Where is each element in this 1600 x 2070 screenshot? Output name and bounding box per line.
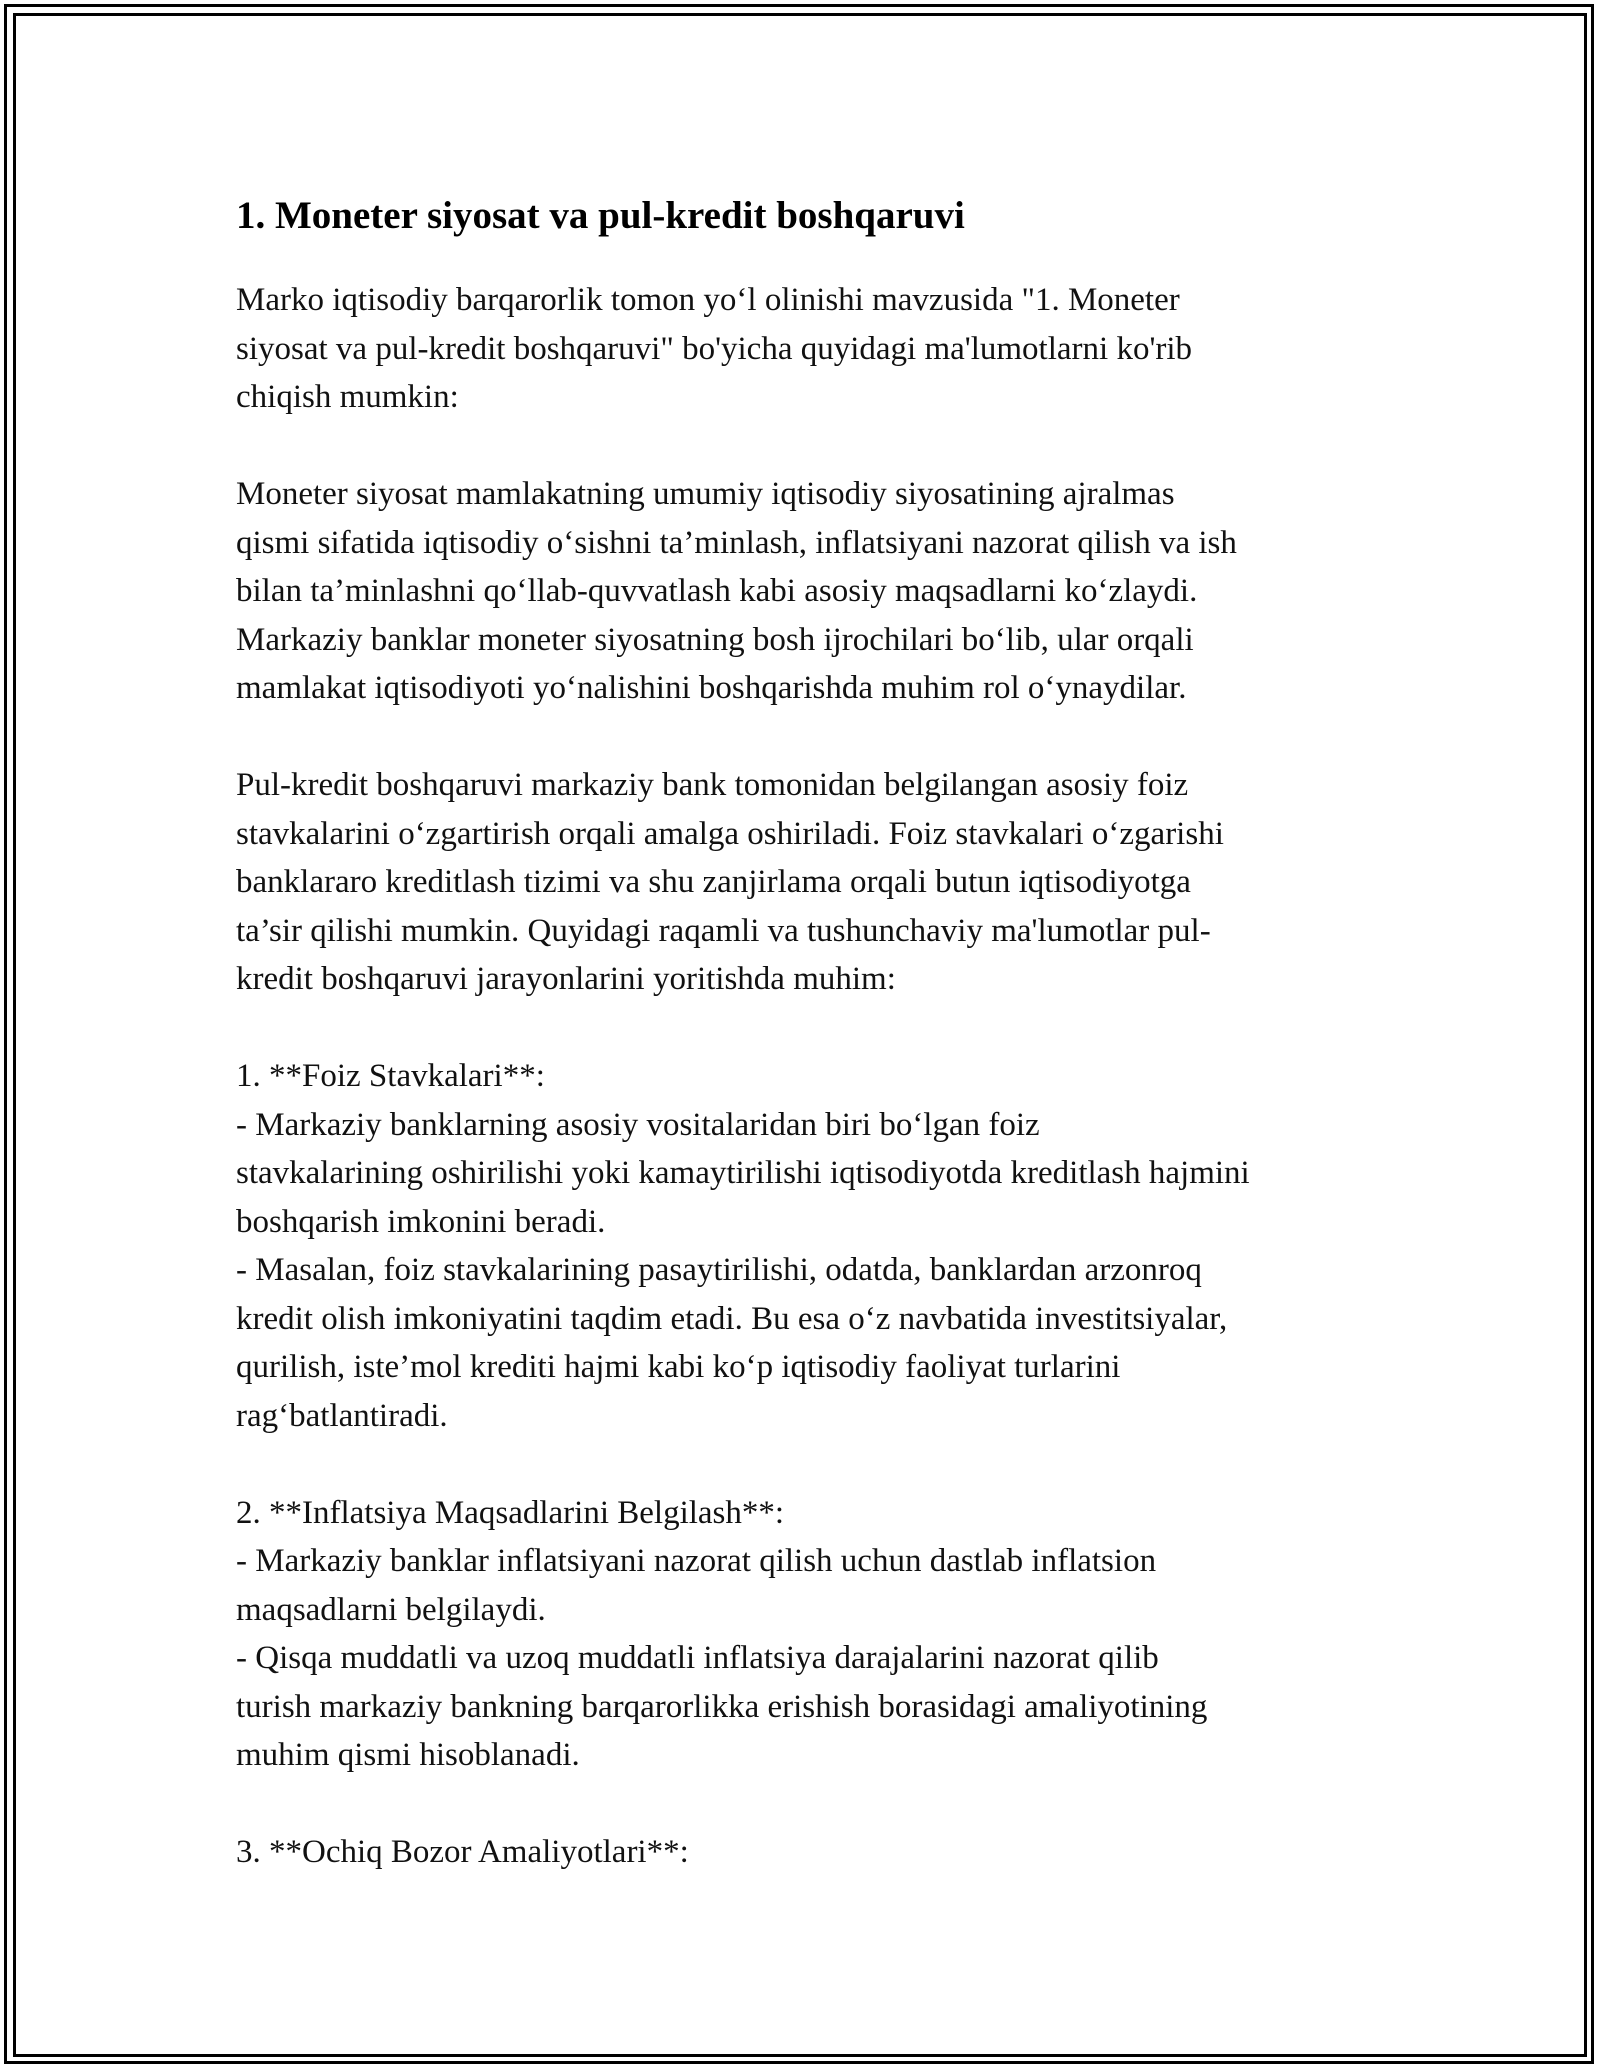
intro-paragraph: Marko iqtisodiy barqarorlik tomon yo‘l olinishi mavzusida "1. Moneter siyosat va pul-kredit boshqaruvi" bo'yicha quyidagi ma'lumotlarni ko'rib chiqish mumkin: <box>236 282 1193 415</box>
section-heading-open-market: 3. **Ochiq Bozor Amaliyotlari**: <box>236 1834 689 1870</box>
document-title: 1. Moneter siyosat va pul-kredit boshqaruvi <box>236 194 965 237</box>
paragraph-gap <box>236 1004 1366 1053</box>
section-heading-interest-rates: 1. **Foiz Stavkalari**: <box>236 1058 545 1094</box>
paragraph-gap <box>236 713 1366 762</box>
section-heading-inflation-targets: 2. **Inflatsiya Maqsadlarini Belgilash**: <box>236 1494 785 1531</box>
paragraph-gap <box>236 1780 1366 1829</box>
list-item: - Qisqa muddatli va uzoq muddatli inflatsiya darajalarini nazorat qilib turish markaziy bankning barqarorlikka erishish borasidagi amaliyotining muhim qismi hisoblanadi. <box>236 1640 1208 1773</box>
monetary-policy-paragraph: Moneter siyosat mamlakatning umumiy iqtisodiy siyosatining ajralmas qismi sifatida iqtisodiy o‘sishni ta’minlash, inflatsiyani nazorat qilish va ish bilan ta’minlashni qo‘llab-quvvatlash kabi asosiy maqsadlarni ko‘zlaydi. Markaziy banklar moneter siyosatning bosh ijrochilari bo‘lib, ular orqali mamlakat iqtisodiyoti yo‘nalishini boshqarishda muhim rol o‘ynaydilar. <box>236 476 1237 706</box>
paragraph-gap <box>236 1440 1366 1489</box>
list-item: - Markaziy banklar inflatsiyani nazorat qilish uchun dastlab inflatsion maqsadlarni belgilaydi. <box>236 1543 1157 1628</box>
list-item: - Markaziy banklarning asosiy vositalaridan biri bo‘lgan foiz stavkalarining oshirilishi yoki kamaytirilishi iqtisodiyotda kreditlash hajmini boshqarish imkonini beradi. <box>236 1106 1250 1240</box>
document-page <box>236 192 1366 1877</box>
paragraph-gap <box>236 422 1366 471</box>
credit-management-paragraph: Pul-kredit boshqaruvi markaziy bank tomonidan belgilangan asosiy foiz stavkalarini o‘zgartirish orqali amalga oshiriladi. Foiz stavkalari o‘zgarishi banklararo kreditlash tizimi va shu zanjirlama orqali butun iqtisodiyotga ta’sir qilishi mumkin. Quyidagi raqamli va tushunchaviy ma'lumotlar pul- kredit boshqaruvi jarayonlarini yoritishda muhim: <box>236 767 1224 997</box>
list-item: - Masalan, foiz stavkalarining pasaytirilishi, odatda, banklardan arzonroq kredit olish imkoniyatini taqdim etadi. Bu esa o‘z navbatida investitsiyalar, qurilish, iste’mol krediti hajmi kabi ko‘p iqtisodiy faoliyat turlarini rag‘batlantiradi. <box>236 1252 1228 1434</box>
